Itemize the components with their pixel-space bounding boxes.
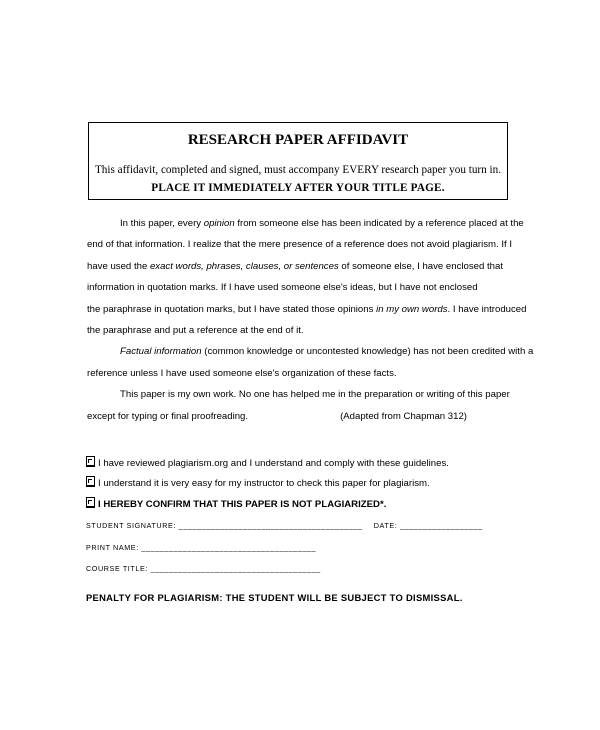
paragraph-line: except for typing or final proofreading. (Adapted from Chapman 312)	[87, 410, 467, 422]
paragraph-line: the paraphrase and put a reference at the end of it.	[87, 324, 304, 336]
header-subtitle: This affidavit, completed and signed, must accompany EVERY research paper you turn in.	[94, 164, 502, 176]
affidavit-header-box	[88, 122, 508, 200]
paragraph-line: This paper is my own work. No one has helped me in the preparation or writing of this paper	[120, 389, 510, 401]
document-title: RESEARCH PAPER AFFIDAVIT	[187, 132, 409, 148]
paragraph-line: In this paper, every opinion from someone else has been indicated by a reference placed at the	[120, 218, 524, 229]
paragraph-line: reference unless I have used someone else's organization of these facts.	[87, 367, 397, 379]
checkbox-item-reviewed[interactable]: I have reviewed plagiarism.org and I understand and comply with these guidelines.	[86, 456, 449, 469]
paragraph-line: information in quotation marks. If I have used someone else's ideas, but I have not enclosed	[87, 282, 478, 294]
affidavit-body	[87, 213, 534, 427]
paragraph-line: the paraphrase in quotation marks, but I have stated those opinions in my own words. I have introduced	[87, 303, 527, 315]
paragraph-line: end of that information. I realize that the mere presence of a reference does not avoid plagiarism. If I	[87, 239, 513, 251]
print-name-row	[86, 543, 316, 552]
signature-label: STUDENT SIGNATURE:	[86, 521, 177, 530]
paragraph-line: have used the exact words, phrases, clauses, or sentences of someone else, I have enclosed that	[87, 260, 503, 272]
course-title-row	[86, 564, 321, 573]
course-title-label: COURSE TITLE:	[86, 564, 148, 573]
print-name-field[interactable]: ______________________________________	[141, 543, 317, 552]
signature-row	[86, 521, 483, 530]
checkbox-icon[interactable]	[86, 476, 95, 487]
penalty-notice: PENALTY FOR PLAGIARISM: THE STUDENT WILL BE SUBJECT TO DISMISSAL.	[86, 592, 463, 603]
checkbox-icon[interactable]	[86, 456, 95, 467]
checkbox-icon[interactable]	[86, 497, 95, 508]
date-field[interactable]: __________________	[400, 521, 483, 530]
checkbox-item-confirm[interactable]: I HEREBY CONFIRM THAT THIS PAPER IS NOT PLAGIARIZED*.	[86, 497, 386, 510]
header-instruction: PLACE IT IMMEDIATELY AFTER YOUR TITLE PAGE.	[151, 182, 445, 194]
paragraph-line: Factual information (common knowledge or uncontested knowledge) has not been credited with a	[120, 346, 534, 358]
checkbox-item-understand[interactable]: I understand it is very easy for my instructor to check this paper for plagiarism.	[86, 476, 430, 489]
signature-field[interactable]: ________________________________________	[178, 521, 363, 530]
date-label: DATE:	[373, 521, 398, 530]
citation: (Adapted from Chapman 312)	[340, 410, 467, 422]
print-name-label: PRINT NAME:	[86, 543, 139, 552]
course-title-field[interactable]: _____________________________________	[150, 564, 321, 573]
